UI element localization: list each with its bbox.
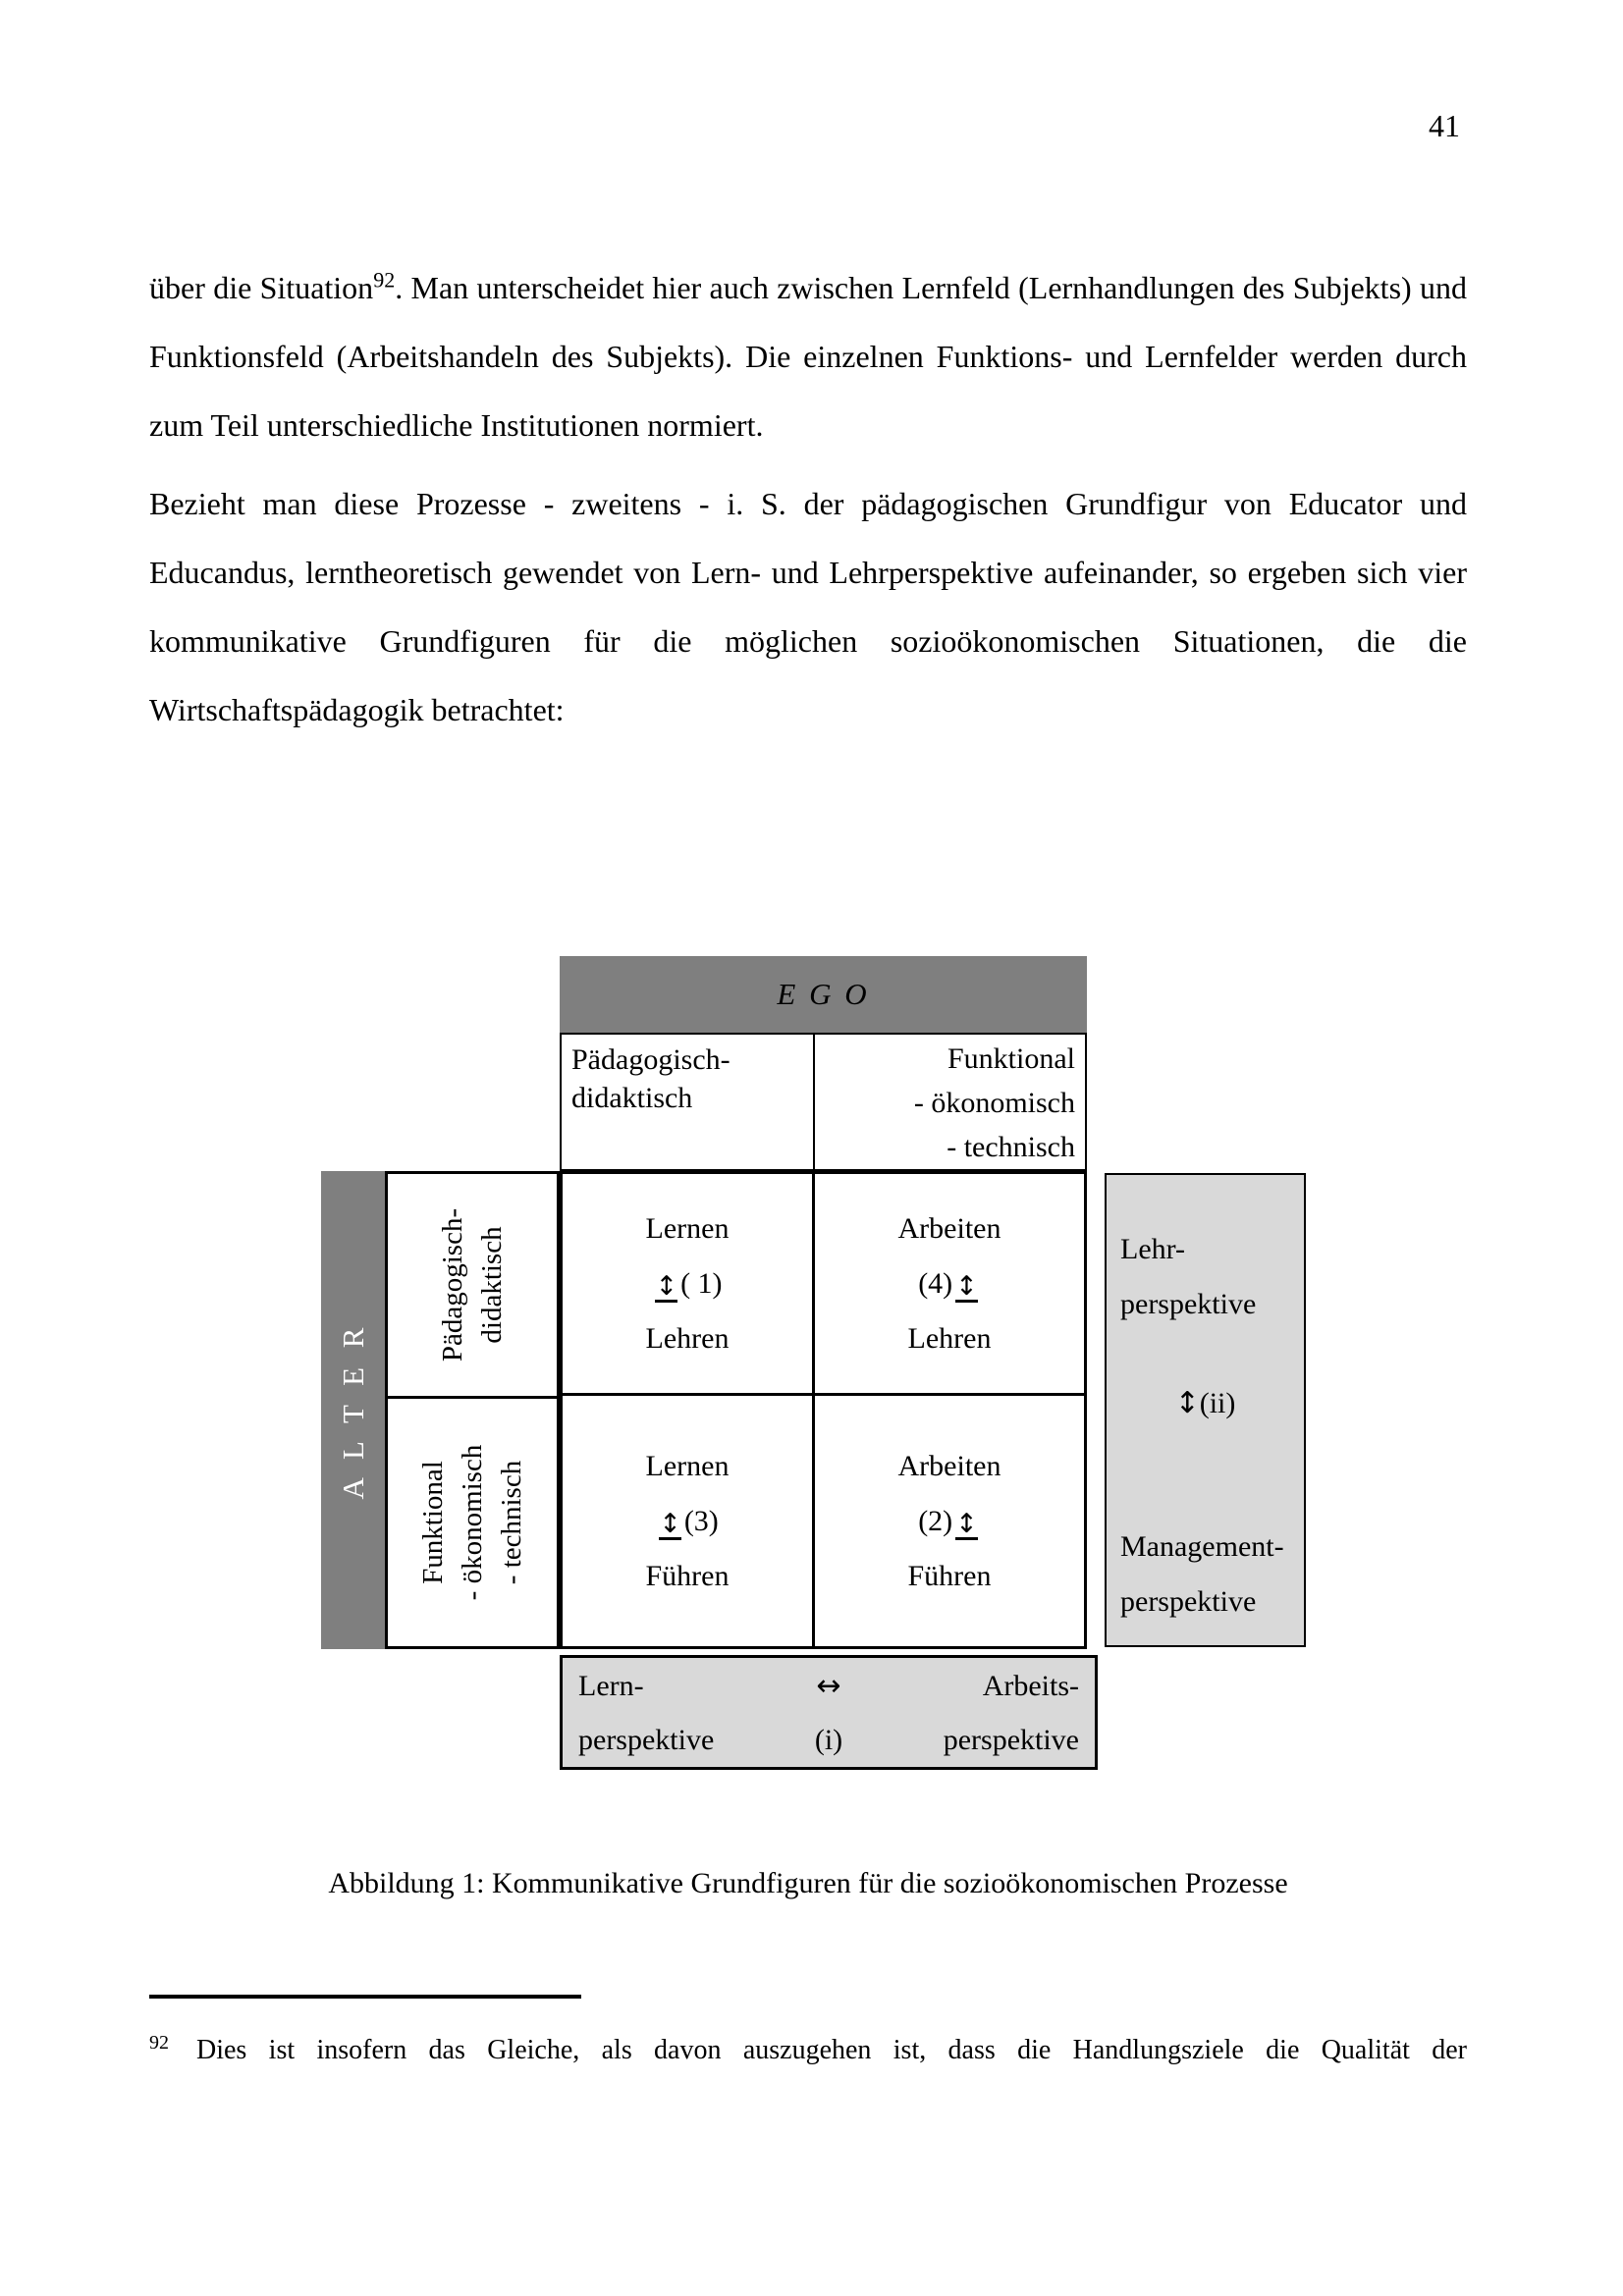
relation-label: (ii) [1199,1387,1236,1419]
figure-caption: Abbildung 1: Kommunikative Grundfiguren für die sozioökonomischen Prozesse [328,1867,1288,1899]
label-line: Lehr- [1120,1233,1186,1265]
footnote-reference: 92 [373,267,396,293]
leftright-arrow-icon: ↔ [816,1668,841,1703]
alter-label: A L T E R [335,1321,370,1499]
updown-arrow-icon: ↕ [955,1508,978,1539]
matrix-cell-3-lernen-fuehren [563,1396,815,1646]
updown-arrow-icon: ↕ [955,1270,978,1302]
cell-line: Arbeiten [897,1449,1001,1482]
page-number: 41 [1429,108,1460,143]
cell-number: ( 1) [680,1266,723,1300]
label-line: perspektive [1120,1288,1257,1320]
header-line: Funktional [417,1461,449,1584]
updown-arrow-icon: ↕ [1174,1386,1200,1420]
header-line: - technisch [496,1460,527,1585]
column-header-paedagogisch [562,1035,815,1169]
rotated-label [433,1208,512,1362]
updown-arrow-icon: ↕ [655,1270,678,1302]
header-line: didaktisch [571,1082,693,1114]
cell-line: Arbeiten [897,1211,1001,1245]
cell-line: Führen [645,1559,730,1592]
label-line: Arbeits- [982,1669,1079,1702]
cell-line: Lernen [645,1211,730,1245]
header-line: - technisch [947,1131,1075,1163]
label-line: perspektive [578,1723,715,1756]
matrix-cell-2-arbeiten-fuehren [815,1396,1084,1646]
cell-midline [918,1256,981,1311]
cell-line: Lehren [907,1321,992,1355]
header-line: - ökonomisch [457,1444,488,1601]
relation-i [750,1659,906,1767]
row-header-paedagogisch [388,1174,557,1399]
paragraph-1-text: über die Situation [149,270,374,305]
header-line: Pädagogisch- [571,1043,730,1076]
footnote-text: Dies ist insofern das Gleiche, als davon auszugehen ist, dass die Handlungsziele die Qualität der [196,2035,1467,2065]
perspective-panel-right [1105,1173,1306,1647]
updown-arrow-icon: ↕ [659,1508,681,1539]
row-header-column [385,1171,560,1649]
header-line: didaktisch [476,1226,508,1344]
cell-number: (4) [918,1266,953,1300]
column-header-funktional [815,1035,1085,1169]
cell-midline [918,1494,981,1549]
footnote-92 [149,2030,1467,2071]
cell-line: Lehren [645,1321,730,1355]
cell-line: Lernen [645,1449,730,1482]
ego-header-bar [560,956,1087,1033]
label-line: Lern- [578,1669,644,1702]
matrix-grid [560,1171,1087,1649]
cell-midline [652,1256,722,1311]
cell-number: (3) [683,1504,719,1537]
label-line: perspektive [943,1723,1079,1756]
cell-number: (2) [918,1504,953,1537]
ego-label: E G O [777,977,870,1011]
arbeits-perspektive-label [907,1659,1095,1767]
paragraph-1-text-after: . Man unterscheidet hier auch zwischen Lernfeld (Lernhandlungen des Subjekts) und Funktionsfeld (Arbeitshandeln des Subjekts). Die einzelnen Funktions- und Lernfelder werden durch zum Teil unterschiedliche Institutionen normiert. [149,270,1468,443]
relation-label: (i) [814,1723,843,1756]
footnote-marker: 92 [149,2031,169,2054]
header-line: Funktional [947,1042,1075,1075]
relation-ii [1107,1376,1304,1431]
matrix-cell-1-lernen-lehren [563,1174,815,1396]
header-line: Pädagogisch- [437,1207,468,1362]
alter-header-bar [321,1171,385,1649]
perspective-panel-bottom [560,1655,1098,1770]
header-line: - ökonomisch [913,1087,1075,1119]
row-header-funktional [388,1399,557,1646]
matrix-cell-4-arbeiten-lehren [815,1174,1084,1396]
label-line: Management- [1120,1530,1284,1563]
footnote-separator [149,1995,581,1999]
cell-line: Führen [907,1559,992,1592]
management-perspektive-label [1120,1520,1284,1629]
paragraph-2: Bezieht man diese Prozesse - zweitens - i. S. der pädagogischen Grundfigur von Educator und Educandus, lerntheoretisch gewendet von Lern- und Lehrperspektive aufeinander, so ergeben sich vier kommunikative Grundfiguren für die möglichen sozioökonomischen Situationen, die die Wirtschaftspädagogik betrachtet: [149,486,1467,727]
lern-perspektive-label [563,1659,750,1767]
label-line: perspektive [1120,1585,1257,1618]
column-header-row [560,1033,1087,1171]
lehr-perspektive-label [1120,1222,1256,1332]
rotated-label [413,1445,531,1601]
cell-midline [656,1494,719,1549]
